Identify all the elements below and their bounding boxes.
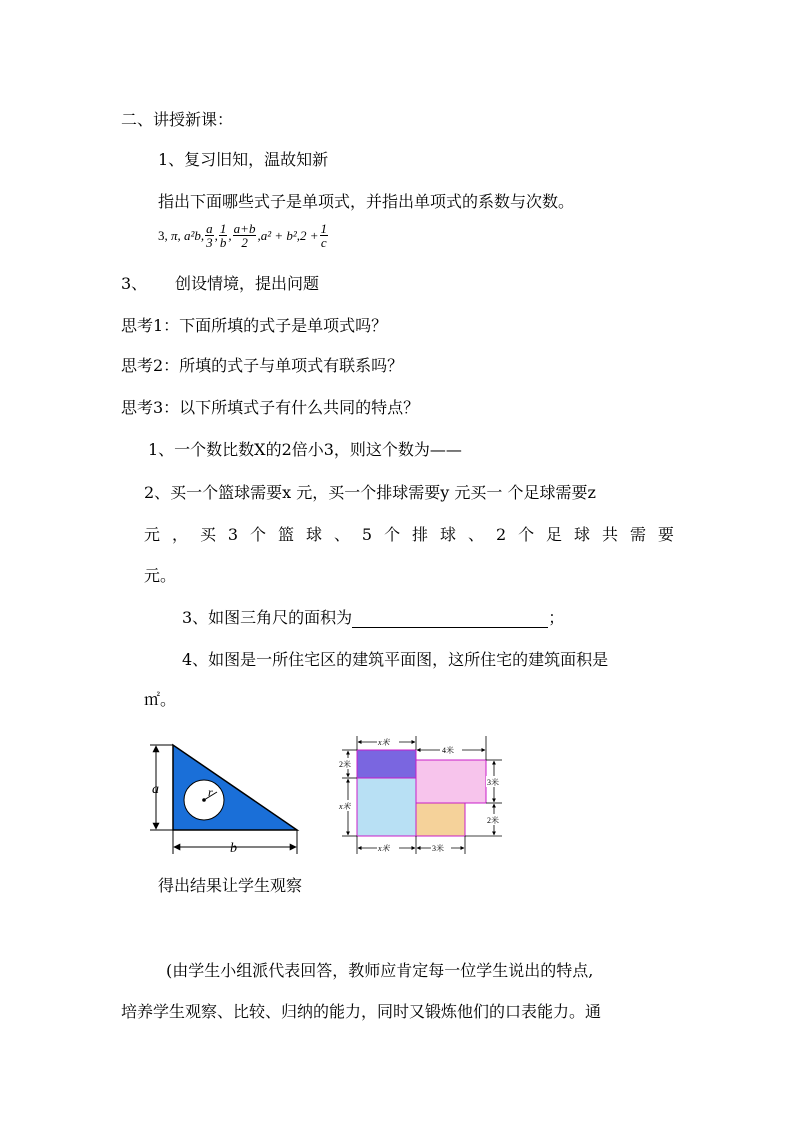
justified-char: 个 (384, 525, 401, 544)
answer-blank (352, 613, 548, 628)
expr-term: a²b, (184, 227, 205, 243)
floor-plan-figure (334, 728, 514, 858)
justified-char: 个 (518, 525, 535, 544)
label-3m-right: 3米 (487, 778, 499, 787)
label-r: r (208, 785, 213, 799)
fraction: $\frac{a}{3}$ (206, 221, 213, 250)
expr-term: 3, (158, 227, 168, 243)
label-a: a (152, 782, 159, 797)
expression-list (158, 222, 329, 249)
question-2-line-1: 2、买一个篮球需要x 元，买一个排球需要y 元买一 个足球需要z (144, 483, 596, 502)
justified-char: 球 (440, 525, 457, 544)
question-2-line-2 (144, 525, 674, 545)
expr-sep: , (228, 227, 232, 243)
label-2m-left: 2米 (339, 760, 351, 769)
justified-char: 需 (629, 525, 646, 544)
justified-char: 3 (227, 525, 239, 544)
think-2: 思考2：所填的式子与单项式有联系吗？ (121, 356, 404, 375)
triangle-ruler-figure (144, 736, 310, 856)
justified-char: ， (171, 525, 188, 544)
review-instruction: 指出下面哪些式子是单项式，并指出单项式的系数与次数。 (158, 192, 575, 211)
question-4-line-1: 4、如图是一所住宅区的建筑平面图，这所住宅的建筑面积是 (182, 650, 609, 669)
justified-char: 个 (250, 525, 267, 544)
paragraph-line-2: 培养学生观察、比较、归纳的能力，同时又锻炼他们的口表能力。通 (121, 1002, 602, 1021)
justified-char: 元 (144, 525, 161, 544)
label-2m-right: 2米 (487, 816, 499, 825)
justified-char: 共 (601, 525, 618, 544)
room-pink (416, 760, 486, 803)
justified-char: 篮 (278, 525, 295, 544)
justified-char: 5 (361, 525, 373, 544)
room-tan (416, 803, 465, 836)
expr-sep: , (214, 227, 218, 243)
expr-term: π, (171, 227, 181, 243)
justified-char: 要 (657, 525, 674, 544)
think-3: 思考3：以下所填式子有什么共同的特点？ (121, 398, 420, 417)
review-heading: 1、复习旧知，温故知新 (158, 150, 329, 169)
question-3 (182, 608, 564, 628)
justified-char: 2 (495, 525, 507, 544)
result-text: 得出结果让学生观察 (158, 876, 303, 895)
fraction: $\frac{1}{c}$ (320, 221, 328, 250)
question-3-end: ； (548, 608, 565, 627)
expr-term: ,a² + b²,2 + (257, 227, 319, 243)
fraction: $\frac{a+b}{2}$ (233, 221, 256, 250)
justified-char: 球 (574, 525, 591, 544)
label-3m-bottom: 3米 (432, 844, 444, 853)
question-1: 1、一个数比数X的2倍小3，则这个数为—— (148, 440, 462, 459)
label-x-left: x米 (339, 802, 351, 811)
room-light-blue (357, 778, 416, 836)
fraction: $\frac{1}{b}$ (219, 221, 227, 250)
section-title: 二、讲授新课： (121, 110, 234, 129)
justified-char: 球 (305, 525, 322, 544)
justified-char: 、 (467, 525, 484, 544)
question-4-line-2: ㎡。 (144, 690, 177, 709)
label-x-top: x米 (378, 738, 390, 747)
justified-char: 买 (199, 525, 216, 544)
label-4m: 4米 (442, 746, 454, 755)
label-b: b (230, 841, 237, 856)
justified-char: 足 (546, 525, 563, 544)
room-purple (357, 750, 416, 778)
paragraph-line-1: (由学生小组派代表回答，教师应肯定每一位学生说出的特点, (166, 961, 594, 980)
scene-heading: 创设情境，提出问题 (175, 274, 320, 293)
question-2-line-3: 元。 (144, 566, 177, 585)
think-1: 思考1：下面所填的式子是单项式吗？ (121, 316, 388, 335)
scene-number: 3、 (121, 274, 148, 293)
label-x-bottom: x米 (378, 844, 390, 853)
question-3-text: 3、如图三角尺的面积为 (182, 608, 353, 627)
justified-char: 排 (412, 525, 429, 544)
justified-char: 、 (333, 525, 350, 544)
